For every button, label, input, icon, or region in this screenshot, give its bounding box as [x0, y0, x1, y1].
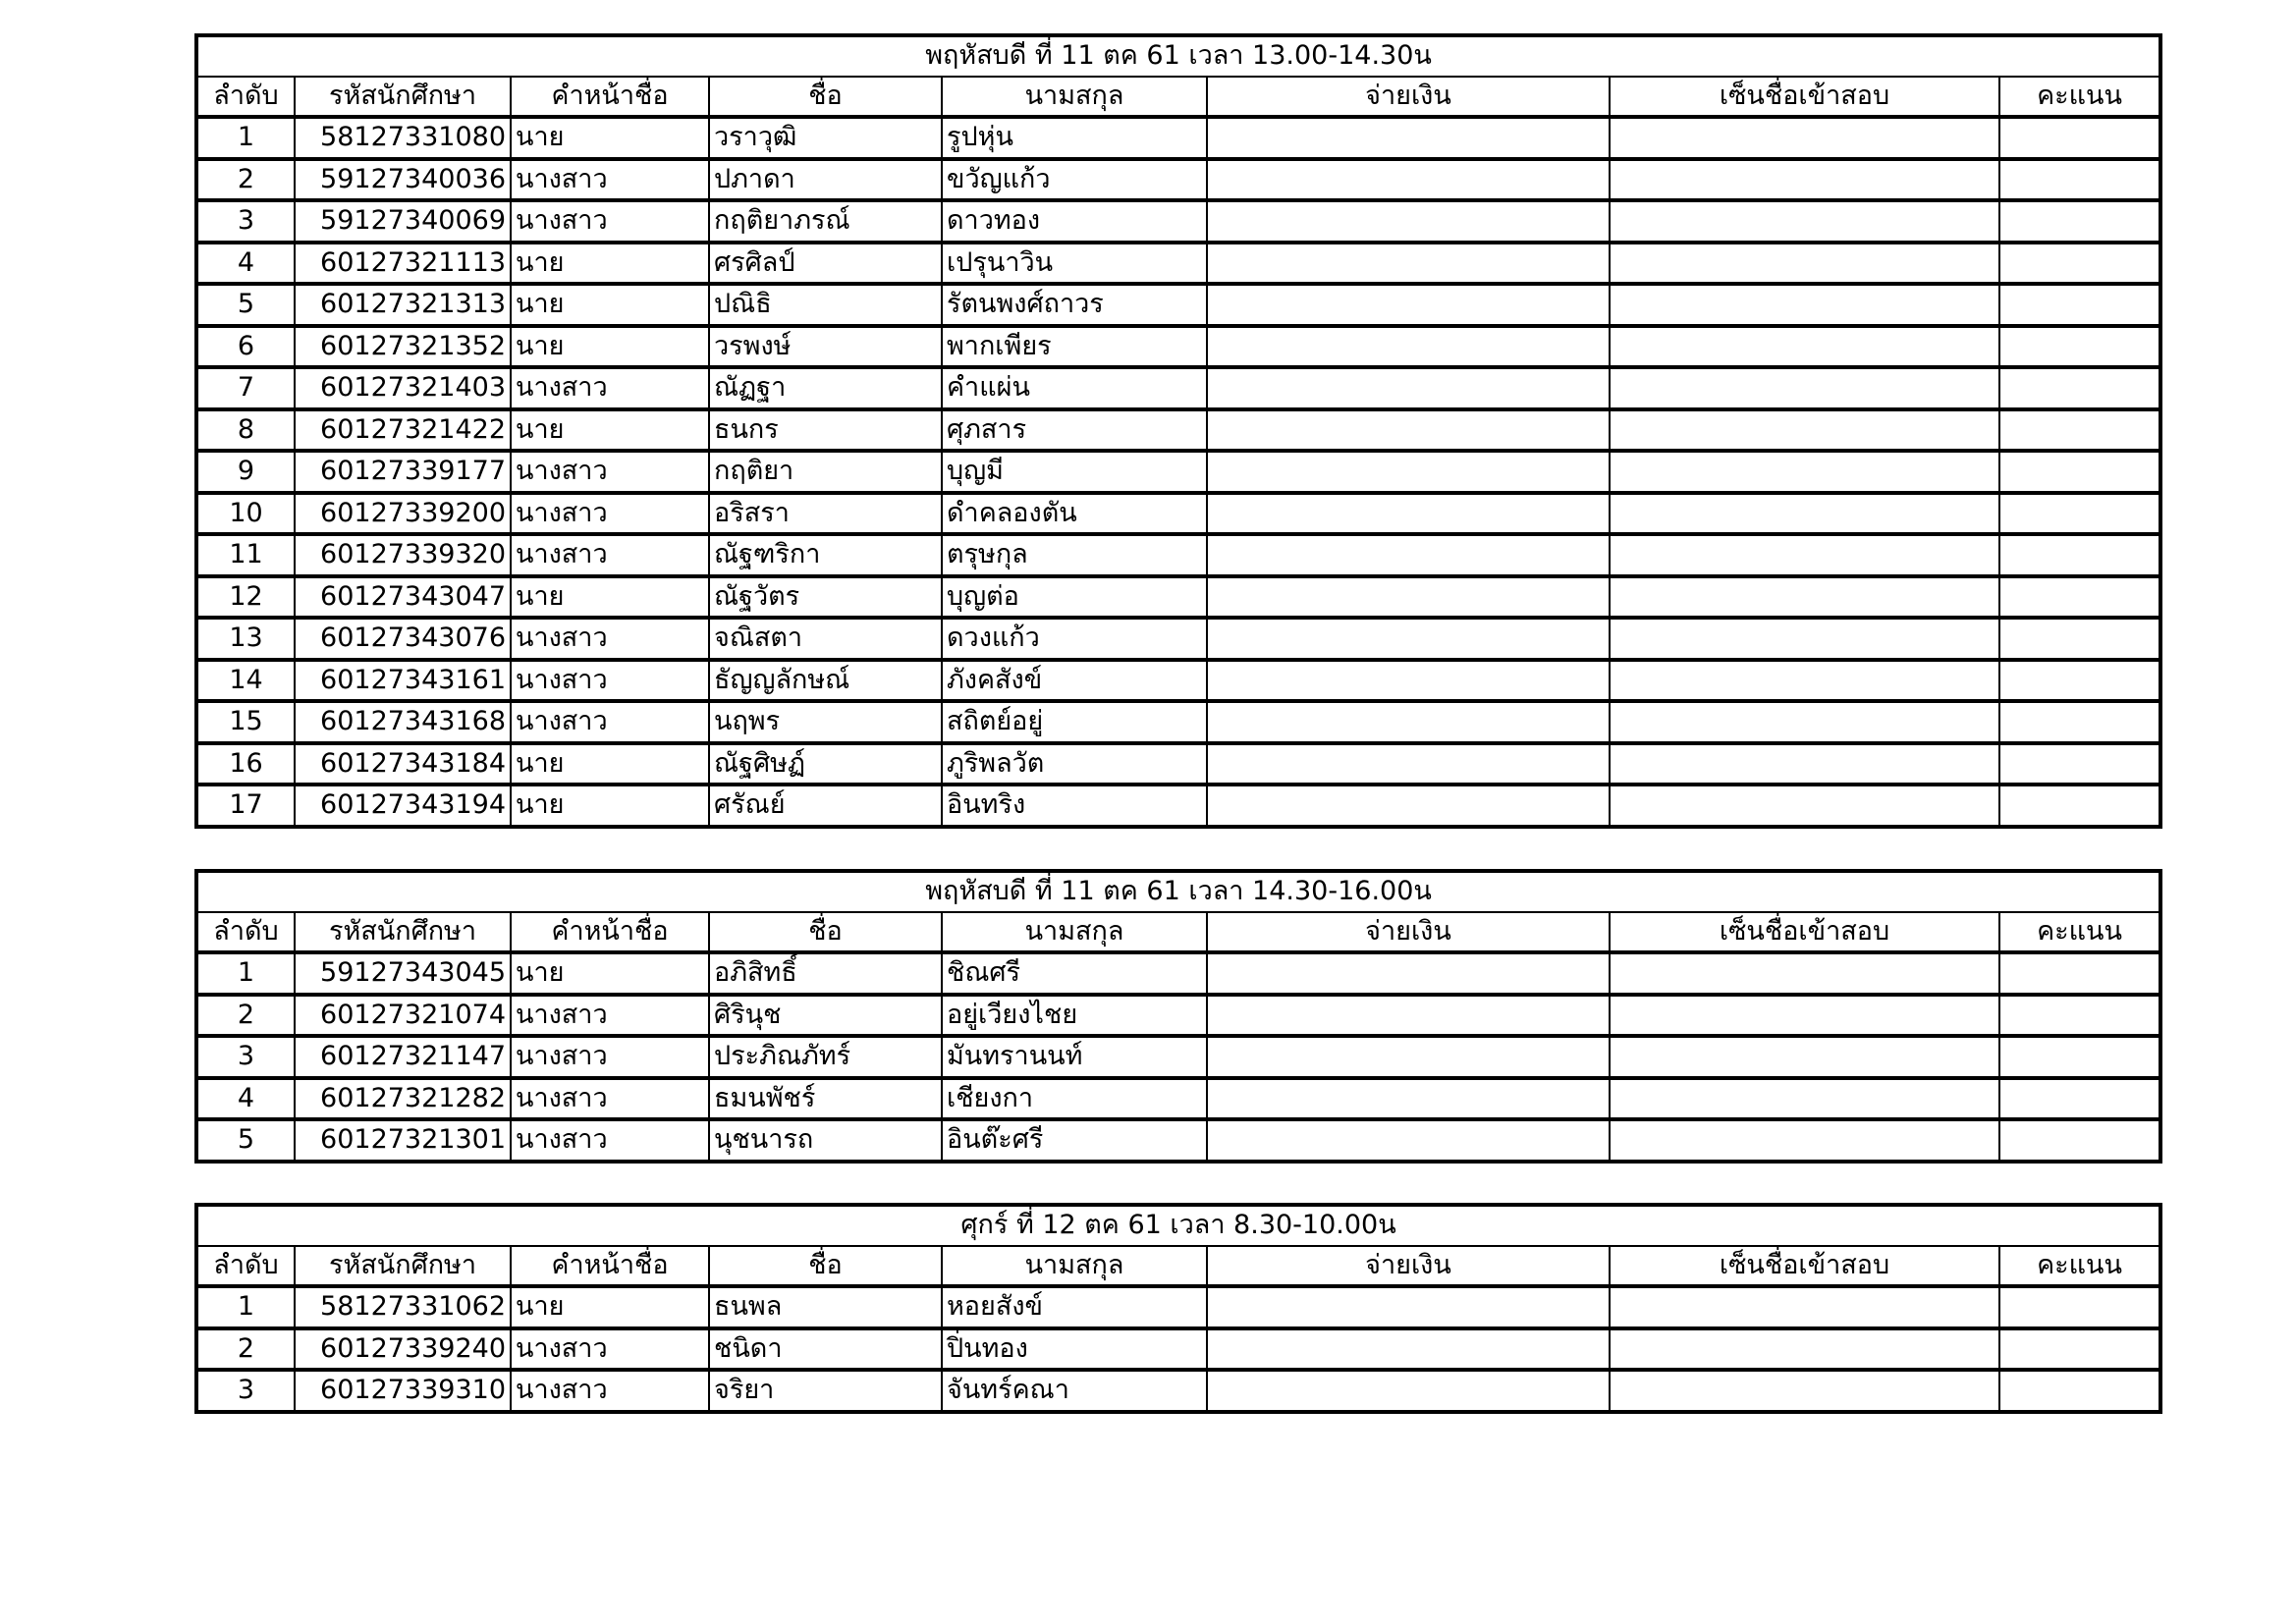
first-name-cell: อภิสิทธิ์ [709, 952, 942, 995]
signature-cell [1610, 1078, 1999, 1120]
student-id-cell: 58127331062 [295, 1286, 511, 1328]
signature-cell [1610, 1370, 1999, 1412]
order-cell: 3 [196, 1370, 295, 1412]
table-row [196, 952, 2160, 995]
score-cell [1999, 284, 2160, 326]
order-cell: 8 [196, 409, 295, 452]
score-cell [1999, 117, 2160, 159]
header-first-name: ชื่อ [709, 77, 942, 118]
prefix-cell: นางสาว [511, 660, 709, 702]
payment-cell [1207, 534, 1610, 576]
prefix-cell: นางสาว [511, 493, 709, 535]
signature-cell [1610, 1119, 1999, 1162]
prefix-cell: นางสาว [511, 1119, 709, 1162]
first-name-cell: ณัฐฑริกา [709, 534, 942, 576]
student-id-cell: 60127321113 [295, 243, 511, 285]
score-cell [1999, 1036, 2160, 1078]
last-name-cell: อยู่เวียงไชย [942, 995, 1207, 1037]
prefix-cell: นางสาว [511, 159, 709, 201]
last-name-cell: เชียงกา [942, 1078, 1207, 1120]
order-cell: 16 [196, 743, 295, 785]
first-name-cell: ปณิธิ [709, 284, 942, 326]
last-name-cell: มันทรานนท์ [942, 1036, 1207, 1078]
score-cell [1999, 785, 2160, 827]
session-table-1 [194, 33, 2162, 829]
session-title: พฤหัสบดี ที่ 11 ตค 61 เวลา 13.00-14.30น [196, 35, 2160, 77]
score-cell [1999, 493, 2160, 535]
first-name-cell: ศรัณย์ [709, 785, 942, 827]
table-row [196, 1286, 2160, 1328]
signature-cell [1610, 451, 1999, 493]
order-cell: 3 [196, 200, 295, 243]
student-id-cell: 59127340069 [295, 200, 511, 243]
session-table-2 [194, 869, 2162, 1164]
student-id-cell: 60127343161 [295, 660, 511, 702]
score-cell [1999, 409, 2160, 452]
table-row [196, 1036, 2160, 1078]
first-name-cell: ประภิณภัทร์ [709, 1036, 942, 1078]
last-name-cell: พากเพียร [942, 326, 1207, 368]
payment-cell [1207, 451, 1610, 493]
table-row [196, 534, 2160, 576]
header-last-name: นามสกุล [942, 77, 1207, 118]
order-cell: 3 [196, 1036, 295, 1078]
payment-cell [1207, 1328, 1610, 1371]
first-name-cell: กฤติยาภรณ์ [709, 200, 942, 243]
score-cell [1999, 576, 2160, 619]
payment-cell [1207, 200, 1610, 243]
payment-cell [1207, 1286, 1610, 1328]
order-cell: 2 [196, 995, 295, 1037]
payment-cell [1207, 159, 1610, 201]
last-name-cell: รูปหุ่น [942, 117, 1207, 159]
score-cell [1999, 451, 2160, 493]
student-id-cell: 59127343045 [295, 952, 511, 995]
order-cell: 17 [196, 785, 295, 827]
first-name-cell: กฤติยา [709, 451, 942, 493]
header-student-id: รหัสนักศึกษา [295, 912, 511, 953]
order-cell: 13 [196, 618, 295, 660]
order-cell: 1 [196, 117, 295, 159]
header-prefix: คำหน้าชื่อ [511, 1246, 709, 1287]
student-id-cell: 59127340036 [295, 159, 511, 201]
first-name-cell: อริสรา [709, 493, 942, 535]
last-name-cell: ปิ่นทอง [942, 1328, 1207, 1371]
header-student-id: รหัสนักศึกษา [295, 77, 511, 118]
header-order: ลำดับ [196, 912, 295, 953]
student-id-cell: 60127321147 [295, 1036, 511, 1078]
first-name-cell: วรพงษ์ [709, 326, 942, 368]
order-cell: 1 [196, 1286, 295, 1328]
last-name-cell: รัตนพงศ์ถาวร [942, 284, 1207, 326]
score-cell [1999, 534, 2160, 576]
score-cell [1999, 243, 2160, 285]
first-name-cell: ณัฐวัตร [709, 576, 942, 619]
session-title: ศุกร์ ที่ 12 ตค 61 เวลา 8.30-10.00น [196, 1205, 2160, 1246]
order-cell: 4 [196, 1078, 295, 1120]
table-row [196, 1078, 2160, 1120]
prefix-cell: นาย [511, 952, 709, 995]
first-name-cell: นฤพร [709, 701, 942, 743]
student-id-cell: 58127331080 [295, 117, 511, 159]
first-name-cell: ศรศิลป์ [709, 243, 942, 285]
signature-cell [1610, 1036, 1999, 1078]
order-cell: 2 [196, 159, 295, 201]
signature-cell [1610, 534, 1999, 576]
last-name-cell: สถิตย์อยู่ [942, 701, 1207, 743]
order-cell: 5 [196, 284, 295, 326]
payment-cell [1207, 618, 1610, 660]
prefix-cell: นางสาว [511, 1370, 709, 1412]
prefix-cell: นาย [511, 117, 709, 159]
header-score: คะแนน [1999, 77, 2160, 118]
session-rows [196, 1286, 2160, 1412]
score-cell [1999, 200, 2160, 243]
table-row [196, 117, 2160, 159]
header-first-name: ชื่อ [709, 912, 942, 953]
prefix-cell: นางสาว [511, 1036, 709, 1078]
payment-cell [1207, 785, 1610, 827]
table-row [196, 576, 2160, 619]
student-id-cell: 60127321403 [295, 367, 511, 409]
prefix-cell: นางสาว [511, 451, 709, 493]
last-name-cell: ขวัญแก้ว [942, 159, 1207, 201]
order-cell: 6 [196, 326, 295, 368]
payment-cell [1207, 493, 1610, 535]
prefix-cell: นางสาว [511, 200, 709, 243]
first-name-cell: ธนพล [709, 1286, 942, 1328]
signature-cell [1610, 159, 1999, 201]
prefix-cell: นาย [511, 785, 709, 827]
signature-cell [1610, 284, 1999, 326]
table-row [196, 995, 2160, 1037]
first-name-cell: ณัฐศิษฏ์ [709, 743, 942, 785]
last-name-cell: ภูริพลวัต [942, 743, 1207, 785]
prefix-cell: นางสาว [511, 995, 709, 1037]
table-row [196, 1370, 2160, 1412]
signature-cell [1610, 576, 1999, 619]
order-cell: 10 [196, 493, 295, 535]
first-name-cell: ธัญญลักษณ์ [709, 660, 942, 702]
header-signature: เซ็นชื่อเข้าสอบ [1610, 77, 1999, 118]
student-id-cell: 60127343076 [295, 618, 511, 660]
score-cell [1999, 701, 2160, 743]
session-title: พฤหัสบดี ที่ 11 ตค 61 เวลา 14.30-16.00น [196, 871, 2160, 912]
student-id-cell: 60127339200 [295, 493, 511, 535]
header-signature: เซ็นชื่อเข้าสอบ [1610, 912, 1999, 953]
student-id-cell: 60127321352 [295, 326, 511, 368]
signature-cell [1610, 995, 1999, 1037]
order-cell: 9 [196, 451, 295, 493]
order-cell: 15 [196, 701, 295, 743]
score-cell [1999, 1370, 2160, 1412]
last-name-cell: อินต๊ะศรี [942, 1119, 1207, 1162]
header-first-name: ชื่อ [709, 1246, 942, 1287]
payment-cell [1207, 117, 1610, 159]
order-cell: 2 [196, 1328, 295, 1371]
table-row [196, 284, 2160, 326]
signature-cell [1610, 618, 1999, 660]
payment-cell [1207, 243, 1610, 285]
student-id-cell: 60127321282 [295, 1078, 511, 1120]
table-row [196, 660, 2160, 702]
first-name-cell: ศิรินุช [709, 995, 942, 1037]
signature-cell [1610, 952, 1999, 995]
payment-cell [1207, 367, 1610, 409]
header-payment: จ่ายเงิน [1207, 1246, 1610, 1287]
last-name-cell: เปรุนาวิน [942, 243, 1207, 285]
session-rows [196, 117, 2160, 827]
prefix-cell: นาย [511, 576, 709, 619]
score-cell [1999, 367, 2160, 409]
first-name-cell: นุชนารถ [709, 1119, 942, 1162]
score-cell [1999, 1328, 2160, 1371]
student-id-cell: 60127321301 [295, 1119, 511, 1162]
first-name-cell: จณิสตา [709, 618, 942, 660]
score-cell [1999, 743, 2160, 785]
payment-cell [1207, 995, 1610, 1037]
prefix-cell: นางสาว [511, 701, 709, 743]
order-cell: 5 [196, 1119, 295, 1162]
signature-cell [1610, 1286, 1999, 1328]
score-cell [1999, 1119, 2160, 1162]
payment-cell [1207, 326, 1610, 368]
payment-cell [1207, 1370, 1610, 1412]
prefix-cell: นาย [511, 1286, 709, 1328]
table-row [196, 409, 2160, 452]
first-name-cell: ชนิดา [709, 1328, 942, 1371]
order-cell: 7 [196, 367, 295, 409]
header-payment: จ่ายเงิน [1207, 912, 1610, 953]
payment-cell [1207, 284, 1610, 326]
payment-cell [1207, 409, 1610, 452]
signature-cell [1610, 243, 1999, 285]
first-name-cell: ปภาดา [709, 159, 942, 201]
table-row [196, 159, 2160, 201]
table-row [196, 243, 2160, 285]
prefix-cell: นาย [511, 284, 709, 326]
student-id-cell: 60127339240 [295, 1328, 511, 1371]
order-cell: 1 [196, 952, 295, 995]
last-name-cell: ดวงแก้ว [942, 618, 1207, 660]
score-cell [1999, 1286, 2160, 1328]
first-name-cell: ณัฏฐา [709, 367, 942, 409]
prefix-cell: นางสาว [511, 618, 709, 660]
score-cell [1999, 326, 2160, 368]
score-cell [1999, 618, 2160, 660]
order-cell: 12 [196, 576, 295, 619]
payment-cell [1207, 576, 1610, 619]
first-name-cell: ธนกร [709, 409, 942, 452]
score-cell [1999, 1078, 2160, 1120]
header-score: คะแนน [1999, 912, 2160, 953]
payment-cell [1207, 1119, 1610, 1162]
session-rows [196, 952, 2160, 1162]
student-id-cell: 60127343047 [295, 576, 511, 619]
first-name-cell: วราวุฒิ [709, 117, 942, 159]
prefix-cell: นาย [511, 243, 709, 285]
payment-cell [1207, 1036, 1610, 1078]
prefix-cell: นาย [511, 743, 709, 785]
last-name-cell: หอยสังข์ [942, 1286, 1207, 1328]
student-id-cell: 60127321074 [295, 995, 511, 1037]
header-last-name: นามสกุล [942, 1246, 1207, 1287]
last-name-cell: ดำคลองตัน [942, 493, 1207, 535]
prefix-cell: นางสาว [511, 1078, 709, 1120]
signature-cell [1610, 660, 1999, 702]
signature-cell [1610, 493, 1999, 535]
last-name-cell: ดาวทอง [942, 200, 1207, 243]
last-name-cell: อินทริง [942, 785, 1207, 827]
table-row [196, 1119, 2160, 1162]
header-order: ลำดับ [196, 77, 295, 118]
table-row [196, 493, 2160, 535]
prefix-cell: นางสาว [511, 534, 709, 576]
prefix-cell: นางสาว [511, 1328, 709, 1371]
order-cell: 4 [196, 243, 295, 285]
session-table-3 [194, 1203, 2162, 1414]
student-id-cell: 60127343168 [295, 701, 511, 743]
table-row [196, 451, 2160, 493]
payment-cell [1207, 701, 1610, 743]
score-cell [1999, 995, 2160, 1037]
table-row [196, 743, 2160, 785]
table-row [196, 618, 2160, 660]
table-row [196, 367, 2160, 409]
header-payment: จ่ายเงิน [1207, 77, 1610, 118]
table-row [196, 785, 2160, 827]
last-name-cell: คำแผ่น [942, 367, 1207, 409]
signature-cell [1610, 1328, 1999, 1371]
student-id-cell: 60127343184 [295, 743, 511, 785]
prefix-cell: นาย [511, 409, 709, 452]
signature-cell [1610, 200, 1999, 243]
signature-cell [1610, 701, 1999, 743]
first-name-cell: จริยา [709, 1370, 942, 1412]
header-prefix: คำหน้าชื่อ [511, 912, 709, 953]
order-cell: 11 [196, 534, 295, 576]
score-cell [1999, 660, 2160, 702]
student-id-cell: 60127321313 [295, 284, 511, 326]
header-last-name: นามสกุล [942, 912, 1207, 953]
table-row [196, 200, 2160, 243]
first-name-cell: ธมนพัชร์ [709, 1078, 942, 1120]
student-id-cell: 60127339177 [295, 451, 511, 493]
prefix-cell: นางสาว [511, 367, 709, 409]
student-id-cell: 60127321422 [295, 409, 511, 452]
payment-cell [1207, 952, 1610, 995]
student-id-cell: 60127339320 [295, 534, 511, 576]
header-signature: เซ็นชื่อเข้าสอบ [1610, 1246, 1999, 1287]
signature-cell [1610, 326, 1999, 368]
header-student-id: รหัสนักศึกษา [295, 1246, 511, 1287]
last-name-cell: ชิณศรี [942, 952, 1207, 995]
header-order: ลำดับ [196, 1246, 295, 1287]
signature-cell [1610, 409, 1999, 452]
payment-cell [1207, 660, 1610, 702]
signature-cell [1610, 367, 1999, 409]
table-row [196, 326, 2160, 368]
payment-cell [1207, 743, 1610, 785]
last-name-cell: ศุภสาร [942, 409, 1207, 452]
last-name-cell: จันทร์คณา [942, 1370, 1207, 1412]
last-name-cell: ตรุษกุล [942, 534, 1207, 576]
student-id-cell: 60127339310 [295, 1370, 511, 1412]
score-cell [1999, 159, 2160, 201]
last-name-cell: ภังคสังข์ [942, 660, 1207, 702]
last-name-cell: บุญต่อ [942, 576, 1207, 619]
student-id-cell: 60127343194 [295, 785, 511, 827]
header-prefix: คำหน้าชื่อ [511, 77, 709, 118]
table-row [196, 701, 2160, 743]
last-name-cell: บุญมี [942, 451, 1207, 493]
signature-cell [1610, 785, 1999, 827]
prefix-cell: นาย [511, 326, 709, 368]
signature-cell [1610, 743, 1999, 785]
table-row [196, 1328, 2160, 1371]
header-score: คะแนน [1999, 1246, 2160, 1287]
signature-cell [1610, 117, 1999, 159]
payment-cell [1207, 1078, 1610, 1120]
order-cell: 14 [196, 660, 295, 702]
score-cell [1999, 952, 2160, 995]
